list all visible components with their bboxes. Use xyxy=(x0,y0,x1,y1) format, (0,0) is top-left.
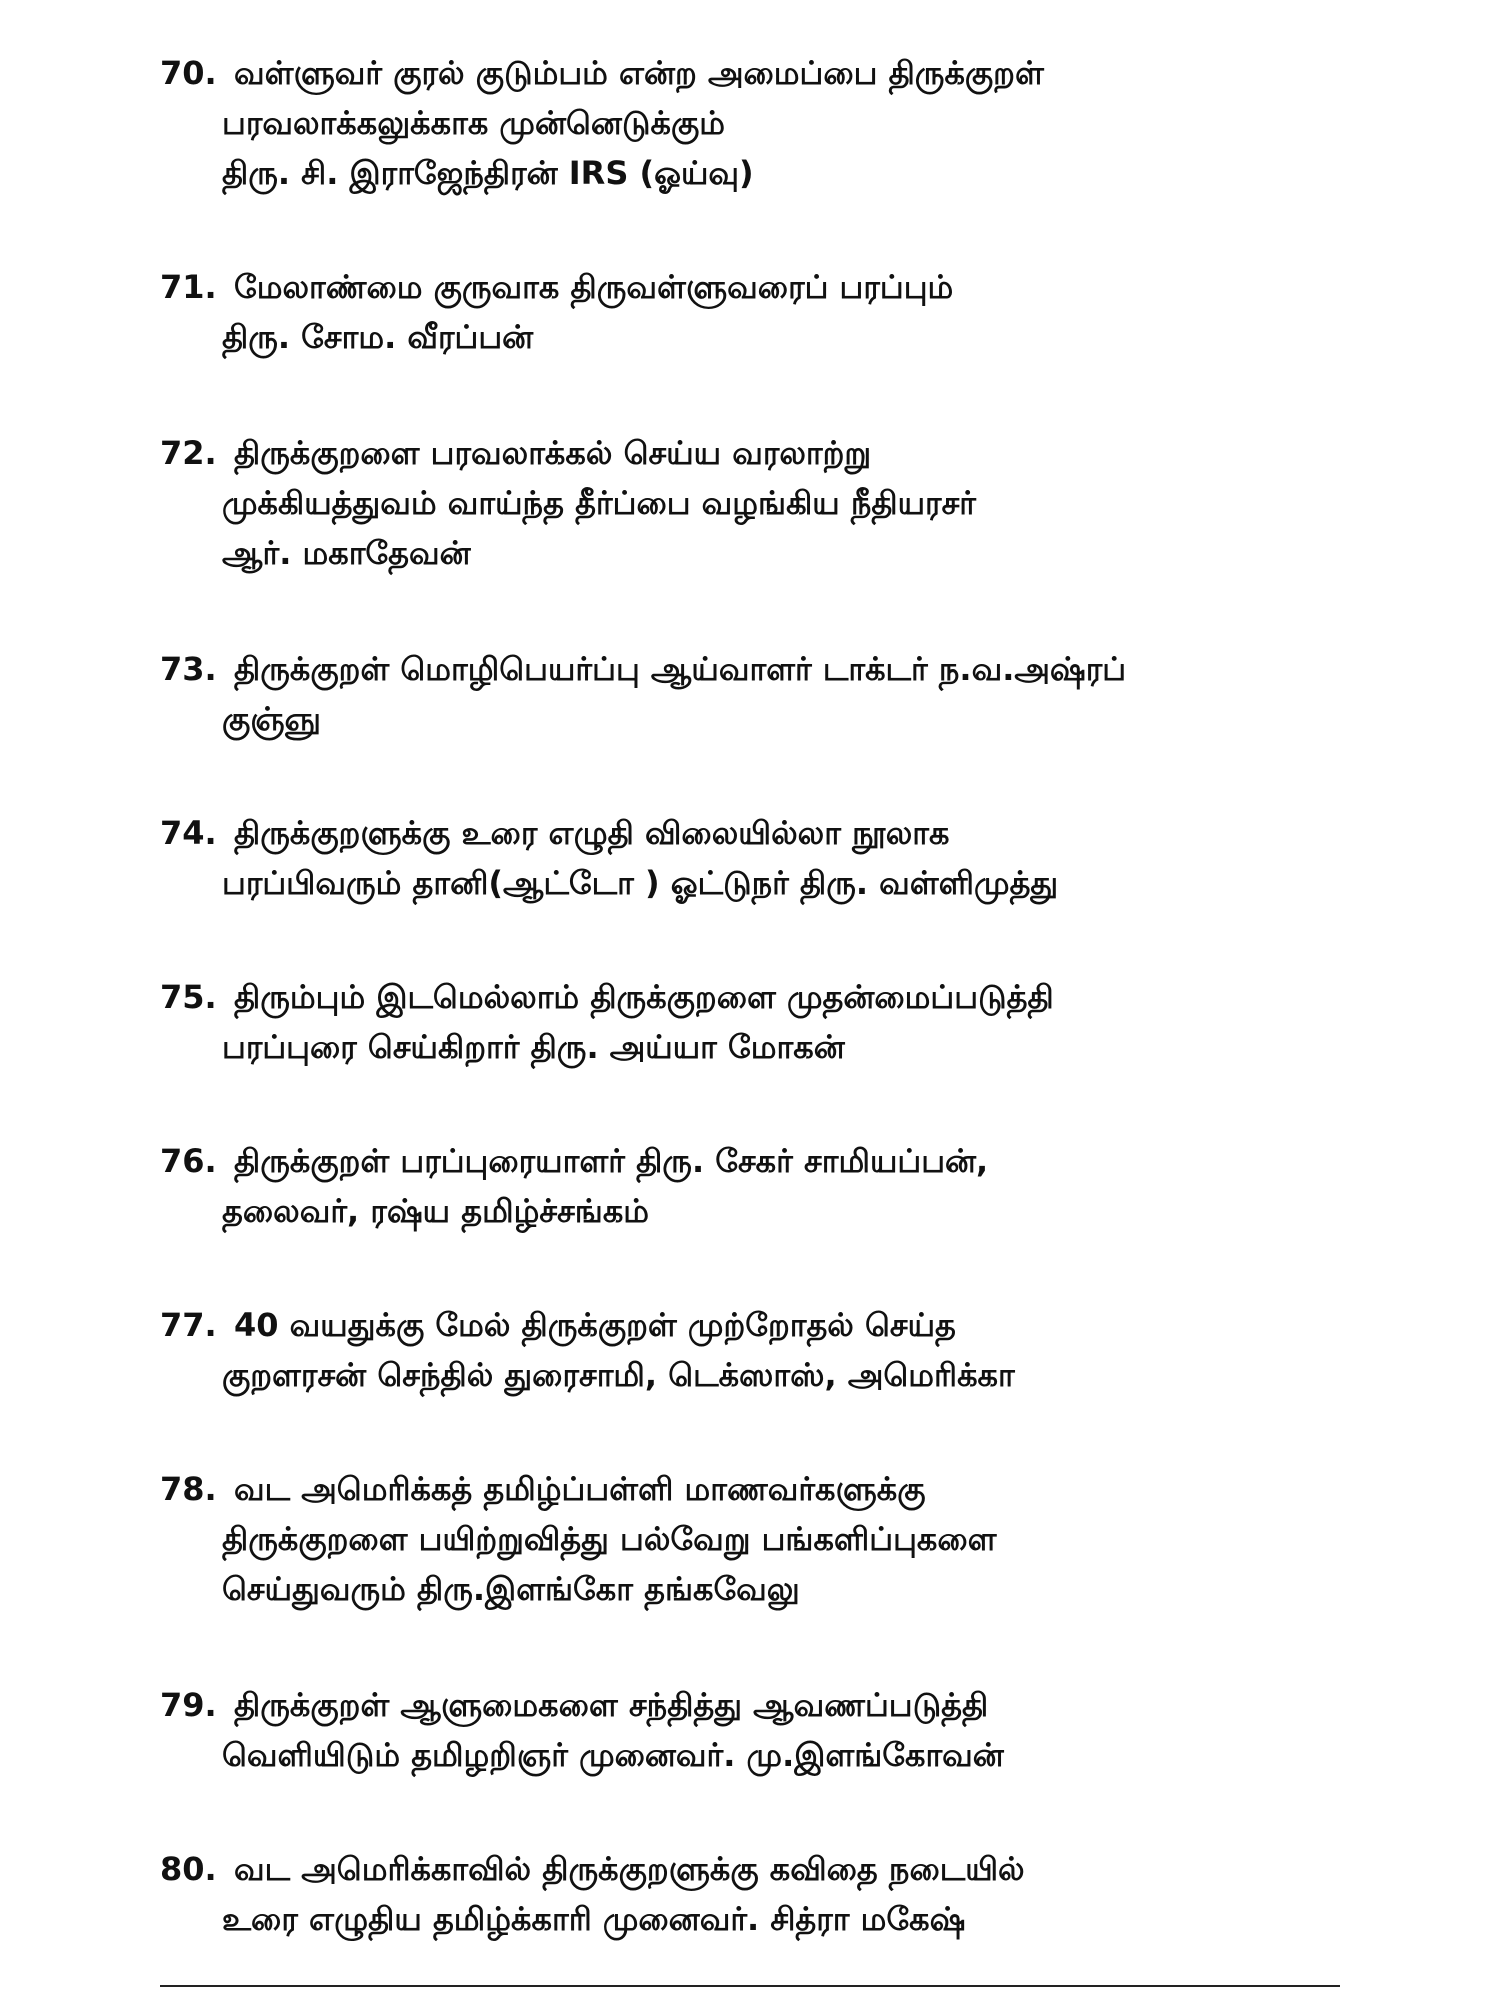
entry-first-line xyxy=(160,428,1360,478)
entry-text: பரப்புரை செய்கிறார் திரு. அய்யா மோகன் xyxy=(222,1028,845,1066)
entry-text: வள்ளுவர் குரல் குடும்பம் என்ற அமைப்பை திருக்குறள் xyxy=(234,54,1044,92)
list-item xyxy=(160,428,1360,578)
list-item xyxy=(160,1680,1360,1780)
entry-text: திருக்குறளுக்கு உரை எழுதி விலையில்லா நூலாக xyxy=(234,814,950,852)
entry-number: 77. xyxy=(160,1306,217,1344)
entry-number: 80. xyxy=(160,1850,217,1888)
entry-first-line xyxy=(160,48,1360,98)
entry-text: செய்துவரும் திரு.இளங்கோ தங்கவேலு xyxy=(222,1570,800,1608)
entry-first-line xyxy=(160,1680,1360,1730)
list-item xyxy=(160,1300,1360,1400)
list-item xyxy=(160,48,1360,198)
entry-number: 79. xyxy=(160,1686,217,1724)
entry-text: வட அமெரிக்காவில் திருக்குறளுக்கு கவிதை நடையில் xyxy=(234,1850,1025,1888)
entry-text: பரப்பிவரும் தானி(ஆட்டோ ) ஓட்டுநர் திரு. வள்ளிமுத்து xyxy=(222,864,1059,902)
list-item xyxy=(160,808,1360,908)
entry-first-line xyxy=(160,808,1360,858)
entry-text: 40 வயதுக்கு மேல் திருக்குறள் முற்றோதல் செய்த xyxy=(234,1306,956,1344)
entry-first-line xyxy=(160,1844,1360,1894)
bottom-divider xyxy=(160,1985,1340,1987)
entry-number: 76. xyxy=(160,1142,217,1180)
entry-text: பரவலாக்கலுக்காக முன்னெடுக்கும் xyxy=(222,104,725,142)
entry-text: ஆர். மகாதேவன் xyxy=(222,534,471,572)
entry-number: 75. xyxy=(160,978,217,1016)
entry-text: தலைவர், ரஷ்ய தமிழ்ச்சங்கம் xyxy=(222,1192,650,1230)
list-item xyxy=(160,972,1360,1072)
entry-first-line xyxy=(160,262,1360,312)
entry-text: திருக்குறளை பரவலாக்கல் செய்ய வரலாற்று xyxy=(234,434,872,472)
entry-text: திருக்குறள் பரப்புரையாளர் திரு. சேகர் சாமியப்பன், xyxy=(234,1142,989,1180)
list-item xyxy=(160,644,1360,744)
entry-text: திருக்குறளை பயிற்றுவித்து பல்வேறு பங்களிப்புகளை xyxy=(222,1520,997,1558)
entry-text: திரு. சோம. வீரப்பன் xyxy=(222,318,534,356)
entry-text: குஞ்ஞு xyxy=(222,700,321,738)
entry-number: 72. xyxy=(160,434,217,472)
entry-text: வட அமெரிக்கத் தமிழ்ப்பள்ளி மாணவர்களுக்கு xyxy=(234,1470,926,1508)
entry-number: 71. xyxy=(160,268,217,306)
entry-number: 70. xyxy=(160,54,217,92)
entry-text: வெளியிடும் தமிழறிஞர் முனைவர். மு.இளங்கோவன் xyxy=(222,1736,1004,1774)
entry-text: திருக்குறள் ஆளுமைகளை சந்தித்து ஆவணப்படுத்தி xyxy=(234,1686,989,1724)
entry-number: 74. xyxy=(160,814,217,852)
entry-first-line xyxy=(160,1136,1360,1186)
entry-number: 73. xyxy=(160,650,217,688)
entry-text: மேலாண்மை குருவாக திருவள்ளுவரைப் பரப்பும் xyxy=(234,268,954,306)
entry-first-line xyxy=(160,644,1360,694)
entry-text: திரும்பும் இடமெல்லாம் திருக்குறளை முதன்மைப்படுத்தி xyxy=(234,978,1054,1016)
entry-text: முக்கியத்துவம் வாய்ந்த தீர்ப்பை வழங்கிய நீதியரசர் xyxy=(222,484,976,522)
entry-first-line xyxy=(160,972,1360,1022)
list-item xyxy=(160,262,1360,362)
list-item xyxy=(160,1464,1360,1614)
entry-text: உரை எழுதிய தமிழ்க்காரி முனைவர். சித்ரா மகேஷ் xyxy=(222,1900,966,1938)
entry-text: குறளரசன் செந்தில் துரைசாமி, டெக்ஸாஸ், அமெரிக்கா xyxy=(222,1356,1015,1394)
list-item xyxy=(160,1136,1360,1236)
entry-text: திரு. சி. இராஜேந்திரன் IRS (ஓய்வு) xyxy=(222,154,754,192)
entry-first-line xyxy=(160,1464,1360,1514)
entry-text: திருக்குறள் மொழிபெயர்ப்பு ஆய்வாளர் டாக்டர் ந.வ.அஷ்ரப் xyxy=(234,650,1127,688)
list-item xyxy=(160,1844,1360,1944)
entry-first-line xyxy=(160,1300,1360,1350)
entry-number: 78. xyxy=(160,1470,217,1508)
